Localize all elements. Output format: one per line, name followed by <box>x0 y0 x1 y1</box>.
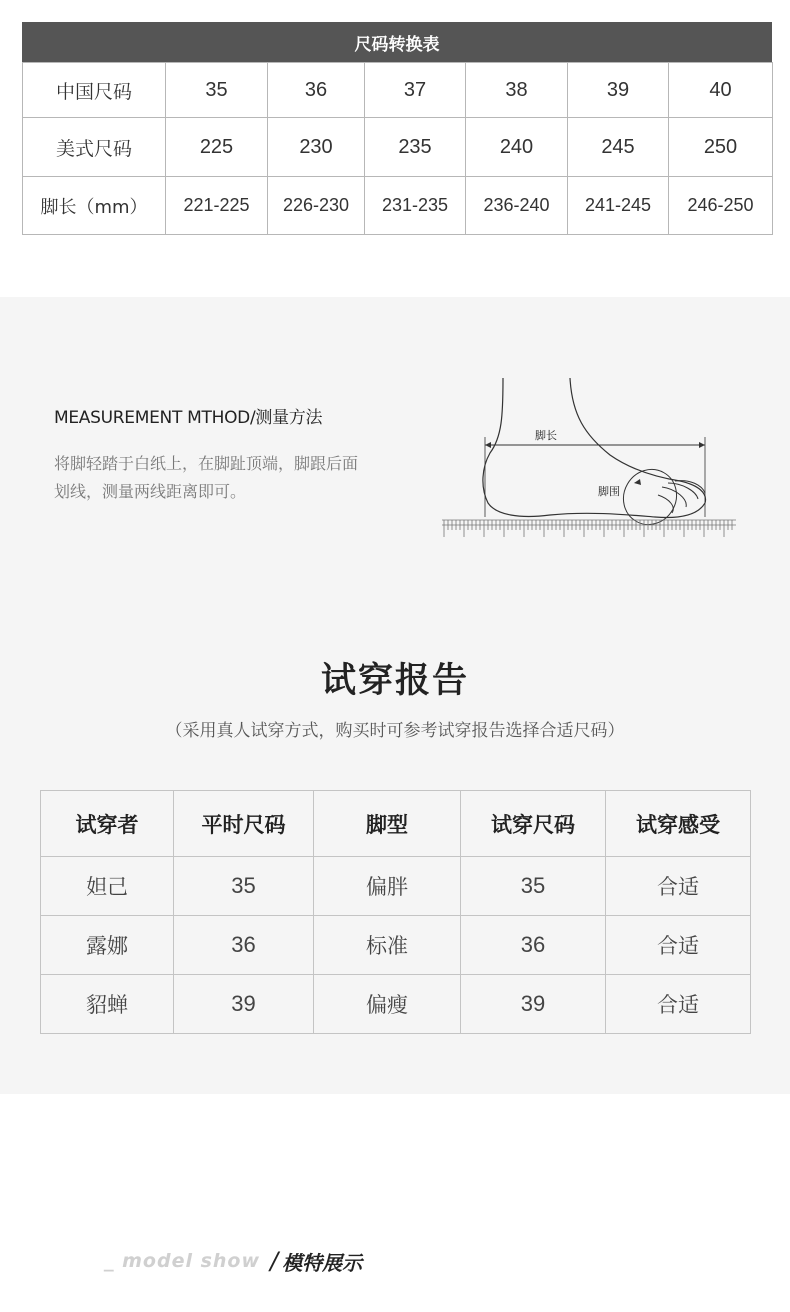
size-cell: 231-235 <box>365 177 466 235</box>
report-row <box>41 916 751 975</box>
report-cell-tried-size: 36 <box>461 916 606 975</box>
report-row <box>41 975 751 1034</box>
report-cell-foot-type: 标准 <box>314 916 461 975</box>
girth-ellipse <box>613 460 686 534</box>
size-row-label: 脚长（mm） <box>23 177 166 235</box>
size-cell: 226-230 <box>268 177 365 235</box>
report-header-cell: 试穿尺码 <box>461 791 606 857</box>
toes-outline <box>658 481 705 513</box>
size-table-title: 尺码转换表 <box>22 22 772 62</box>
report-cell-tester: 貂蝉 <box>41 975 174 1034</box>
size-cell: 37 <box>365 63 466 118</box>
report-header-row <box>41 791 751 857</box>
report-subtitle: （采用真人试穿方式，购买时可参考试穿报告选择合适尺码） <box>165 721 625 741</box>
size-cell: 230 <box>268 118 365 177</box>
model-show-heading <box>104 1246 362 1276</box>
report-cell-tried-size: 39 <box>461 975 606 1034</box>
report-cell-foot-type: 偏胖 <box>314 857 461 916</box>
foot-outline <box>483 378 706 517</box>
model-show-chinese: 模特展示 <box>282 1250 363 1275</box>
size-row-cn <box>23 63 773 118</box>
report-title: 试穿报告 <box>320 661 469 701</box>
report-row <box>41 857 751 916</box>
size-cell: 35 <box>166 63 268 118</box>
size-conversion-table <box>22 22 772 235</box>
length-arrow-right <box>699 442 705 448</box>
length-label: 脚长 <box>535 429 557 442</box>
report-header-cell: 平时尺码 <box>174 791 314 857</box>
report-header-cell: 脚型 <box>314 791 461 857</box>
size-cell: 240 <box>466 118 568 177</box>
report-cell-tester: 露娜 <box>41 916 174 975</box>
report-cell-usual-size: 39 <box>174 975 314 1034</box>
model-show-english: _ model show <box>104 1250 261 1272</box>
fitting-report-table <box>40 790 750 1034</box>
size-cell: 236-240 <box>466 177 568 235</box>
report-header-cell: 试穿感受 <box>606 791 751 857</box>
size-cell: 36 <box>268 63 365 118</box>
size-cell: 225 <box>166 118 268 177</box>
size-row-foot-length <box>23 177 773 235</box>
measurement-description <box>54 450 424 506</box>
size-cell: 235 <box>365 118 466 177</box>
report-cell-feeling: 合适 <box>606 916 751 975</box>
report-cell-feeling: 合适 <box>606 857 751 916</box>
size-row-us <box>23 118 773 177</box>
report-cell-foot-type: 偏瘦 <box>314 975 461 1034</box>
girth-label: 脚围 <box>598 485 620 498</box>
size-cell: 241-245 <box>568 177 669 235</box>
report-cell-tried-size: 35 <box>461 857 606 916</box>
size-cell: 38 <box>466 63 568 118</box>
measurement-desc-line: 将脚轻踏于白纸上，在脚趾顶端，脚跟后面 <box>54 454 359 473</box>
measurement-desc-line: 划线，测量两线距离即可。 <box>54 482 247 501</box>
size-cell: 39 <box>568 63 669 118</box>
report-cell-usual-size: 36 <box>174 916 314 975</box>
report-cell-feeling: 合适 <box>606 975 751 1034</box>
report-cell-tester: 妲己 <box>41 857 174 916</box>
size-cell: 245 <box>568 118 669 177</box>
size-cell: 246-250 <box>669 177 773 235</box>
size-row-label: 中国尺码 <box>23 63 166 118</box>
model-show-slash: / <box>270 1247 279 1275</box>
foot-measurement-diagram <box>440 375 740 545</box>
size-cell: 250 <box>669 118 773 177</box>
measurement-title: MEASUREMENT MTHOD/测量方法 <box>54 408 323 428</box>
ruler <box>442 520 736 537</box>
measurement-and-report-section <box>0 297 790 1094</box>
report-header-cell: 试穿者 <box>41 791 174 857</box>
report-table-grid <box>40 790 751 1034</box>
girth-arrow <box>634 479 641 485</box>
size-row-label: 美式尺码 <box>23 118 166 177</box>
size-table-grid <box>22 62 773 235</box>
size-cell: 40 <box>669 63 773 118</box>
report-cell-usual-size: 35 <box>174 857 314 916</box>
length-arrow-left <box>485 442 491 448</box>
size-cell: 221-225 <box>166 177 268 235</box>
